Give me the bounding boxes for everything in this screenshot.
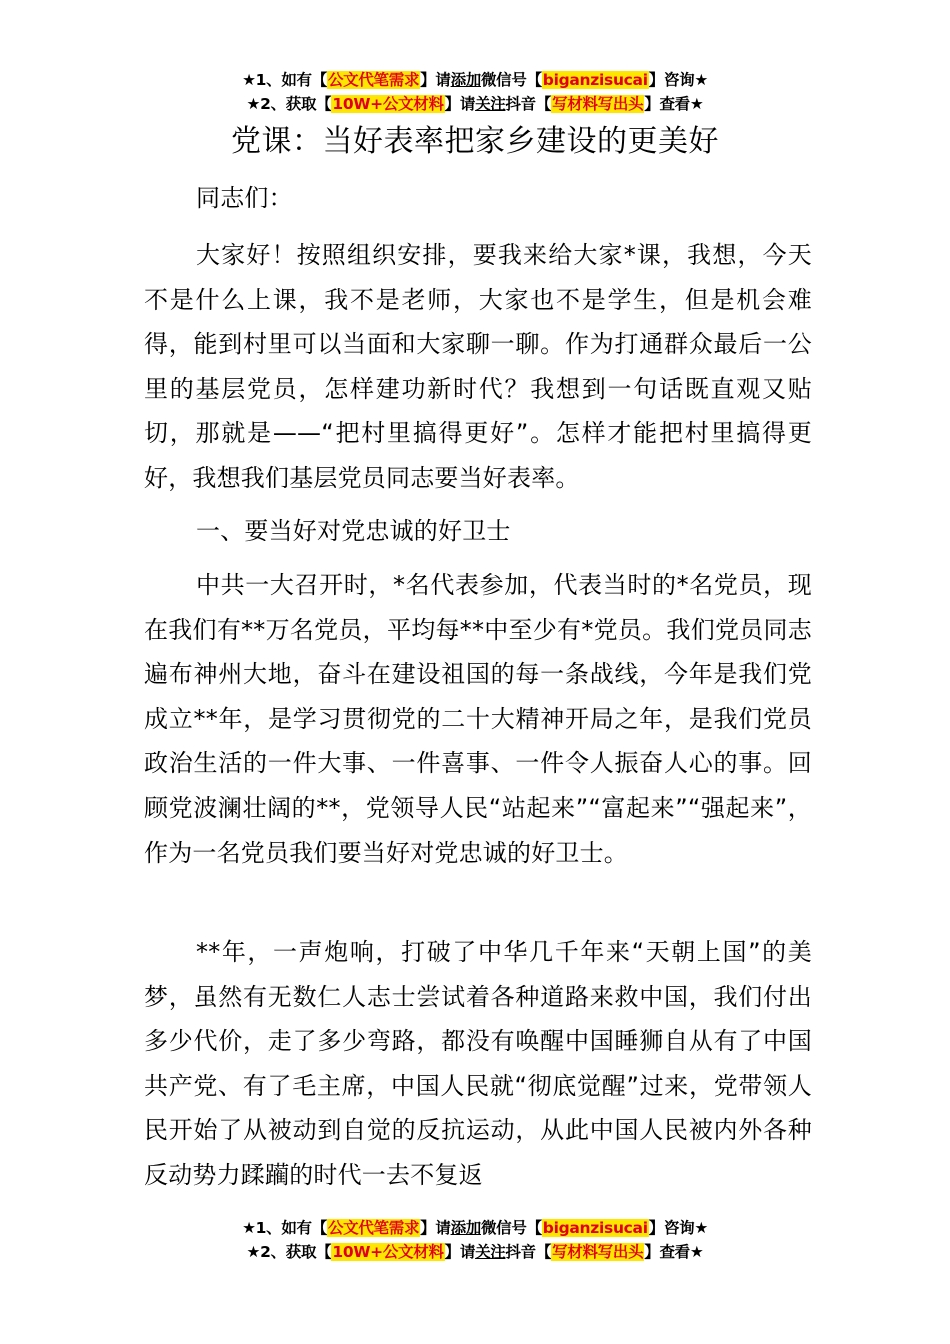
heading-text: 一、要当好对党忠诚的好卫士 (196, 517, 511, 545)
banner-underline: 关注 (475, 95, 506, 113)
banner-highlight: 10W+公文材料 (332, 1243, 444, 1261)
paragraph-text: 大家好！按照组织安排，要我来给大家*课，我想，今天不是什么上课，我不是老师，大家也不是学生，但是机会难得，能到村里可以当面和大家聊一聊。作为打通群众最后一公里的基层党员，怎样建功新时代？我想到一句话既直观又贴切，那就是——“把村里搞得更好”。怎样才能把村里搞得更好，我想我们基层党员同志要当好表率。 (144, 241, 812, 492)
banner-underline: 添加 (450, 1219, 481, 1237)
banner-text: 】请 (444, 1243, 476, 1261)
paragraph-2 (144, 563, 812, 875)
banner-line-1 (0, 1216, 950, 1240)
banner-text: 】请 (420, 71, 451, 89)
banner-text: 】查看★ (644, 1243, 704, 1261)
banner-highlight: biganzisucai (542, 1219, 648, 1237)
banner-line-1 (0, 68, 950, 92)
banner-text: 】查看★ (644, 95, 704, 113)
section-heading-1 (144, 509, 812, 554)
banner-text: 】请 (420, 1219, 451, 1237)
banner-text: ★1、如有【 (242, 71, 327, 89)
banner-text: 微信号【 (480, 1219, 542, 1237)
banner-text: 】请 (444, 95, 476, 113)
banner-text: ★2、获取【 (246, 95, 332, 113)
greeting (144, 176, 812, 221)
banner-highlight: biganzisucai (542, 71, 648, 89)
banner-highlight: 写材料写出头 (552, 1243, 644, 1261)
banner-text: 微信号【 (480, 71, 542, 89)
banner-line-2 (0, 92, 950, 116)
banner-highlight: 写材料写出头 (552, 95, 644, 113)
greeting-text: 同志们： (196, 184, 293, 212)
banner-highlight: 公文代笔需求 (327, 71, 420, 89)
banner-text: 】咨询★ (648, 71, 708, 89)
footer-banner (0, 1216, 950, 1264)
banner-text: ★2、获取【 (246, 1243, 332, 1261)
document-title: 党课：当好表率把家乡建设的更美好 (231, 124, 719, 159)
banner-text: ★1、如有【 (242, 1219, 327, 1237)
banner-highlight: 10W+公文材料 (332, 95, 444, 113)
header-banner (0, 68, 950, 116)
banner-underline: 添加 (450, 71, 481, 89)
banner-text: 抖音【 (505, 95, 552, 113)
banner-line-2 (0, 1240, 950, 1264)
banner-text: 抖音【 (505, 1243, 552, 1261)
paragraph-text: **年，一声炮响，打破了中华几千年来“天朝上国”的美梦，虽然有无数仁人志士尝试着各种道路来救中国，我们付出多少代价，走了多少弯路，都没有唤醒中国睡狮自从有了中国共产党、有了毛主席，中国人民就“彻底觉醒”过来，党带领人民开始了从被动到自觉的反抗运动，从此中国人民被内外各种反动势力蹂躏的时代一去不复返 (144, 938, 812, 1189)
banner-highlight: 公文代笔需求 (327, 1219, 420, 1237)
paragraph-text: 中共一大召开时，*名代表参加，代表当时的*名党员，现在我们有**万名党员，平均每**中至少有*党员。我们党员同志遍布神州大地，奋斗在建设祖国的每一条战线，今年是我们党成立**年，是学习贯彻党的二十大精神开局之年，是我们党员政治生活的一件大事、一件喜事、一件令人振奋人心的事。回顾党波澜壮阔的**，党领导人民“站起来”“富起来”“强起来”，作为一名党员我们要当好对党忠诚的好卫士。 (144, 571, 812, 867)
banner-underline: 关注 (475, 1243, 506, 1261)
paragraph-3 (144, 930, 812, 1198)
paragraph-1 (144, 233, 812, 501)
banner-text: 】咨询★ (648, 1219, 708, 1237)
